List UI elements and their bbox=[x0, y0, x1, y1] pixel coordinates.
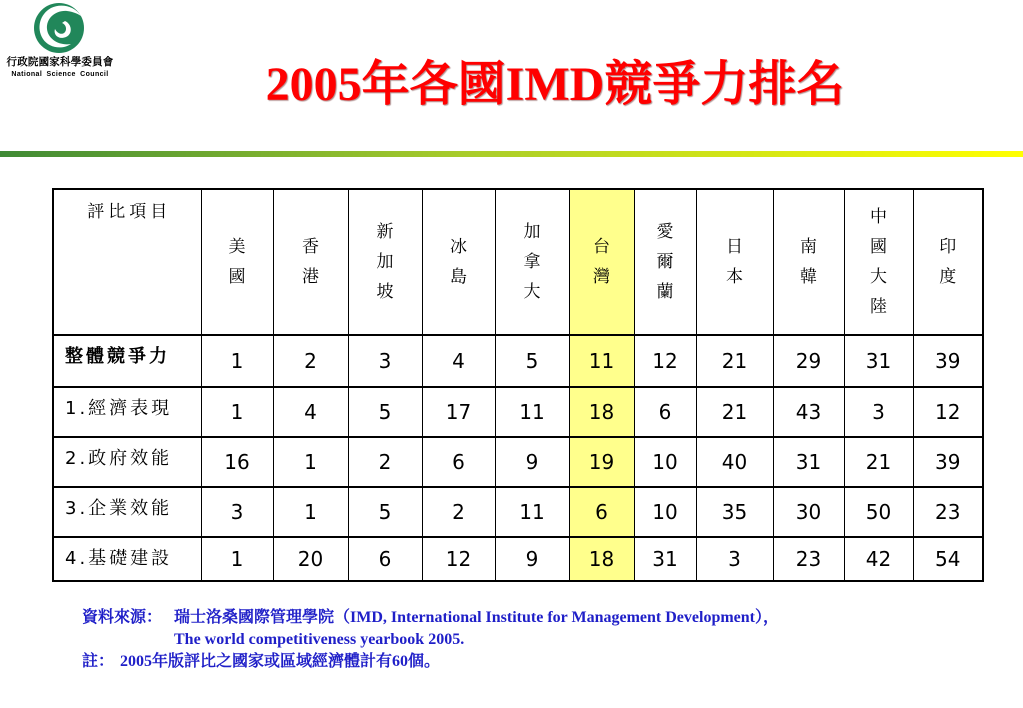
table-row bbox=[53, 437, 983, 487]
column-header bbox=[696, 189, 773, 335]
rank-cell: 39 bbox=[913, 335, 983, 387]
rank-cell: 31 bbox=[844, 335, 913, 387]
column-header-label: 新加坡 bbox=[376, 222, 394, 302]
rank-cell: 10 bbox=[634, 487, 696, 537]
rank-cell: 12 bbox=[422, 537, 495, 581]
rank-cell: 40 bbox=[696, 437, 773, 487]
column-header-label: 冰島 bbox=[450, 237, 467, 287]
column-header-label: 南韓 bbox=[800, 237, 817, 287]
row-label: 4.基礎建設 bbox=[53, 537, 201, 581]
note-text: 2005年版評比之國家或區域經濟體計有60個。 bbox=[120, 653, 441, 670]
column-header bbox=[201, 189, 273, 335]
source-label: 資料來源： bbox=[82, 609, 163, 626]
rank-cell: 42 bbox=[844, 537, 913, 581]
rank-cell: 4 bbox=[273, 387, 348, 437]
row-label: 1.經濟表現 bbox=[53, 387, 201, 437]
row-label: 3.企業效能 bbox=[53, 487, 201, 537]
column-header bbox=[348, 189, 422, 335]
rank-cell: 3 bbox=[201, 487, 273, 537]
column-header bbox=[844, 189, 913, 335]
rank-cell: 12 bbox=[913, 387, 983, 437]
logo-name-en: National Science Council bbox=[11, 71, 109, 78]
column-header bbox=[273, 189, 348, 335]
note-label: 註： bbox=[82, 653, 115, 670]
source-text-2: The world competitiveness yearbook 2005. bbox=[174, 631, 465, 648]
rank-cell: 23 bbox=[913, 487, 983, 537]
rank-cell: 21 bbox=[696, 387, 773, 437]
ranking-table bbox=[52, 188, 984, 582]
column-header bbox=[495, 189, 569, 335]
rank-cell: 11 bbox=[569, 335, 634, 387]
column-header-label: 香港 bbox=[302, 237, 319, 287]
rank-cell: 2 bbox=[422, 487, 495, 537]
page-title: 2005年各國IMD競爭力排名 bbox=[265, 58, 845, 111]
column-header bbox=[422, 189, 495, 335]
rank-cell: 35 bbox=[696, 487, 773, 537]
rank-cell: 39 bbox=[913, 437, 983, 487]
column-header-label: 愛爾蘭 bbox=[656, 222, 674, 302]
rank-cell: 1 bbox=[273, 437, 348, 487]
rank-cell: 2 bbox=[273, 335, 348, 387]
remark-note bbox=[82, 651, 982, 673]
column-header bbox=[634, 189, 696, 335]
rank-cell: 2 bbox=[348, 437, 422, 487]
column-header-label: 日本 bbox=[726, 237, 743, 287]
rank-cell: 9 bbox=[495, 537, 569, 581]
rank-cell: 29 bbox=[773, 335, 844, 387]
column-header bbox=[913, 189, 983, 335]
rank-cell: 30 bbox=[773, 487, 844, 537]
table-header-label: 評比項目 bbox=[53, 189, 201, 335]
source-body bbox=[174, 607, 982, 651]
rank-cell: 54 bbox=[913, 537, 983, 581]
rank-cell: 6 bbox=[569, 487, 634, 537]
rank-cell: 10 bbox=[634, 437, 696, 487]
table-row bbox=[53, 387, 983, 437]
rank-cell: 1 bbox=[273, 487, 348, 537]
rank-cell: 12 bbox=[634, 335, 696, 387]
column-header-label: 美國 bbox=[228, 237, 246, 287]
rank-cell: 50 bbox=[844, 487, 913, 537]
rank-cell: 3 bbox=[696, 537, 773, 581]
rank-cell: 18 bbox=[569, 387, 634, 437]
rank-cell: 1 bbox=[201, 537, 273, 581]
rank-cell: 18 bbox=[569, 537, 634, 581]
column-header bbox=[773, 189, 844, 335]
table-body bbox=[53, 335, 983, 581]
table-row bbox=[53, 487, 983, 537]
rank-cell: 5 bbox=[495, 335, 569, 387]
rank-cell: 21 bbox=[696, 335, 773, 387]
rank-cell: 6 bbox=[422, 437, 495, 487]
rank-cell: 16 bbox=[201, 437, 273, 487]
rank-cell: 17 bbox=[422, 387, 495, 437]
column-header-label: 台灣 bbox=[593, 237, 610, 287]
logo-name-zh: 行政院國家科學委員會 bbox=[6, 56, 114, 68]
rank-cell: 1 bbox=[201, 387, 273, 437]
rank-cell: 5 bbox=[348, 387, 422, 437]
rank-cell: 43 bbox=[773, 387, 844, 437]
table-header-row bbox=[53, 189, 983, 335]
rank-cell: 19 bbox=[569, 437, 634, 487]
column-header-label: 加拿大 bbox=[523, 222, 541, 302]
source-text: 瑞士洛桑國際管理學院（IMD, International Institute for Management Development）， bbox=[174, 609, 779, 626]
rank-cell: 3 bbox=[844, 387, 913, 437]
column-header-label: 印度 bbox=[939, 237, 957, 287]
table-row bbox=[53, 335, 983, 387]
table-head bbox=[53, 189, 983, 335]
rank-cell: 31 bbox=[773, 437, 844, 487]
rank-cell: 23 bbox=[773, 537, 844, 581]
rank-cell: 20 bbox=[273, 537, 348, 581]
nsc-logo-icon bbox=[31, 2, 87, 54]
rank-cell: 3 bbox=[348, 335, 422, 387]
rank-cell: 6 bbox=[348, 537, 422, 581]
source-note bbox=[82, 607, 982, 651]
rank-cell: 6 bbox=[634, 387, 696, 437]
rank-cell: 11 bbox=[495, 487, 569, 537]
footnotes bbox=[82, 607, 982, 673]
rank-cell: 21 bbox=[844, 437, 913, 487]
rank-cell: 1 bbox=[201, 335, 273, 387]
rank-cell: 5 bbox=[348, 487, 422, 537]
title-divider bbox=[0, 151, 1023, 157]
column-header-label: 中國大陸 bbox=[870, 207, 887, 317]
row-label: 2.政府效能 bbox=[53, 437, 201, 487]
column-header bbox=[569, 189, 634, 335]
row-label: 整體競爭力 bbox=[53, 335, 201, 387]
rank-cell: 31 bbox=[634, 537, 696, 581]
rank-cell: 9 bbox=[495, 437, 569, 487]
table-row bbox=[53, 537, 983, 581]
rank-cell: 4 bbox=[422, 335, 495, 387]
rank-cell: 11 bbox=[495, 387, 569, 437]
logo bbox=[4, 2, 116, 82]
